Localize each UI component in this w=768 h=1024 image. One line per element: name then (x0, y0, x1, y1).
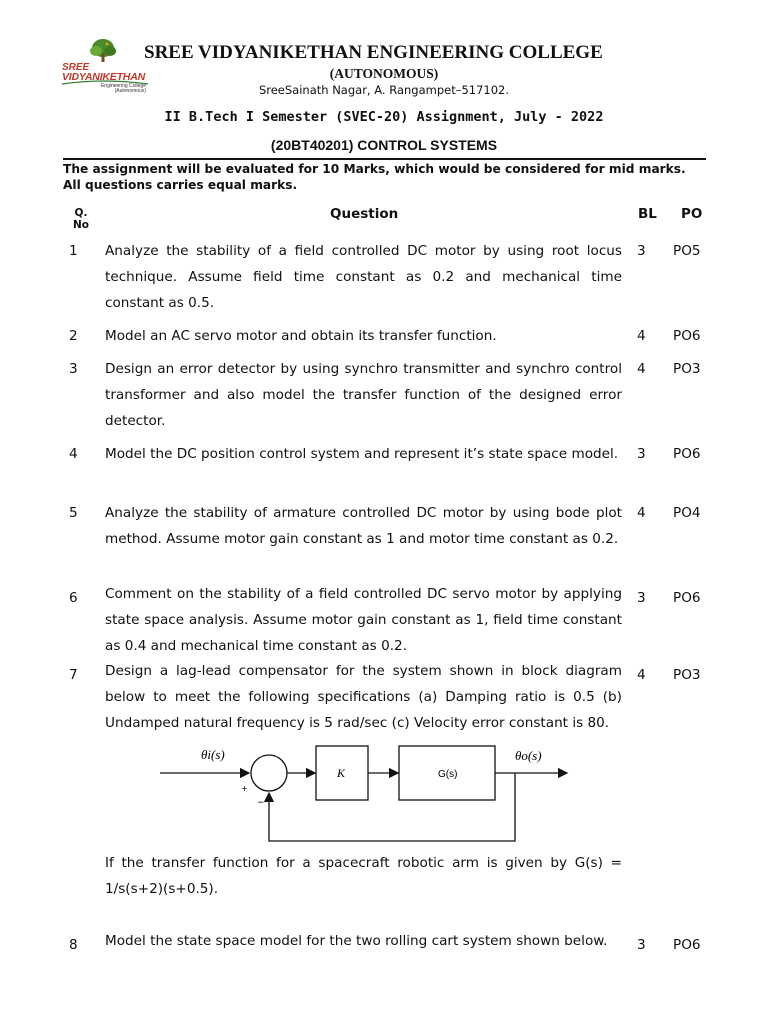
question-text: Model an AC servo motor and obtain its transfer function. (105, 328, 497, 344)
autonomous-status: (AUTONOMOUS) (329, 66, 439, 81)
logo-subtext-line1: Engineering College (100, 83, 146, 89)
question-text: Analyze the stability of a field controlled DC motor by using root locus technique. Assume field time constant as 0.2 and mechanical time constant as 0.5. (105, 243, 622, 311)
bloom-level: 4 (637, 328, 646, 344)
college-address: SreeSainath Nagar, A. Rangampet–517102. (258, 83, 510, 97)
question-7-followup: If the transfer function for a spacecraft robotic arm is given by G(s) = 1/s(s+2)(s+0.5). (105, 855, 622, 897)
column-header-po: PO (681, 206, 703, 222)
minus-sign: − (257, 798, 265, 808)
program-outcome: PO3 (673, 667, 701, 683)
plant-label: G(s) (438, 769, 458, 780)
column-header-bl: BL (638, 206, 657, 222)
program-outcome: PO6 (673, 937, 701, 953)
program-outcome: PO3 (673, 361, 701, 377)
bloom-level: 3 (637, 590, 646, 606)
column-header-question: Question (330, 206, 399, 222)
evaluation-note-line2: All questions carries equal marks. (63, 178, 298, 192)
logo-text-vidyanikethan: VIDYANIKETHAN (62, 71, 145, 83)
subject-line: (20BT40201) CONTROL SYSTEMS (270, 137, 498, 153)
feedback-block-diagram (155, 742, 575, 846)
program-outcome: PO6 (673, 590, 701, 606)
bloom-level: 4 (637, 361, 646, 377)
bloom-level: 3 (637, 937, 646, 953)
question-text: Design a lag-lead compensator for the system shown in block diagram below to meet the following specifications (a) Damping ratio is 0.5 (b) Undamped natural frequency is 5 rad/sec (c) Velocity error constant is 80. (105, 663, 622, 731)
program-outcome: PO6 (673, 446, 701, 462)
college-name: SREE VIDYANIKETHAN ENGINEERING COLLEGE (144, 42, 603, 63)
question-text: Design an error detector by using synchro transmitter and synchro control transformer and also model the transfer function of the designed error detector. (105, 361, 622, 429)
bloom-level: 3 (637, 243, 646, 259)
question-text: Comment on the stability of a field controlled DC servo motor by applying state space analysis. Assume motor gain constant as 1, field time constant as 0.4 and mechanical time constant as 0.2. (105, 586, 622, 654)
question-text: Model the state space model for the two rolling cart system shown below. (105, 933, 608, 949)
question-number: 5 (69, 505, 78, 521)
output-label: θo(s) (515, 748, 542, 763)
program-outcome: PO6 (673, 328, 701, 344)
question-number: 4 (69, 446, 78, 462)
input-label: θi(s) (201, 747, 225, 762)
question-number: 6 (69, 590, 78, 606)
bloom-level: 3 (637, 446, 646, 462)
logo-text-sree: SREE (62, 62, 90, 73)
program-outcome: PO5 (673, 243, 701, 259)
question-number: 1 (69, 243, 78, 259)
column-header-qno-line2: No (72, 219, 89, 231)
question-number: 8 (69, 937, 78, 953)
question-text: Model the DC position control system and represent it’s state space model. (105, 446, 619, 462)
program-outcome: PO4 (673, 505, 701, 521)
gain-label: K (337, 766, 346, 780)
plus-sign: + (241, 784, 248, 793)
semester-line: II B.Tech I Semester (SVEC-20) Assignment, July - 2022 (164, 109, 604, 125)
evaluation-note (63, 161, 713, 193)
evaluation-note-line1: The assignment will be evaluated for 10 Marks, which would be considered for mid marks. (63, 162, 686, 176)
header-divider (63, 158, 706, 160)
question-text: Analyze the stability of armature controlled DC motor by using bode plot method. Assume motor gain constant as 1 and motor time constant as 0.2. (105, 505, 622, 547)
question-number: 3 (69, 361, 78, 377)
summing-junction (251, 755, 287, 791)
column-header-qno-line1: Q. (74, 207, 88, 219)
bloom-level: 4 (637, 667, 646, 683)
question-number: 2 (69, 328, 78, 344)
bloom-level: 4 (637, 505, 646, 521)
question-number: 7 (69, 667, 78, 683)
feedback-path (269, 773, 515, 841)
column-header-qno (63, 207, 99, 231)
logo-subtext-line2: (Autonomous) (114, 88, 146, 94)
